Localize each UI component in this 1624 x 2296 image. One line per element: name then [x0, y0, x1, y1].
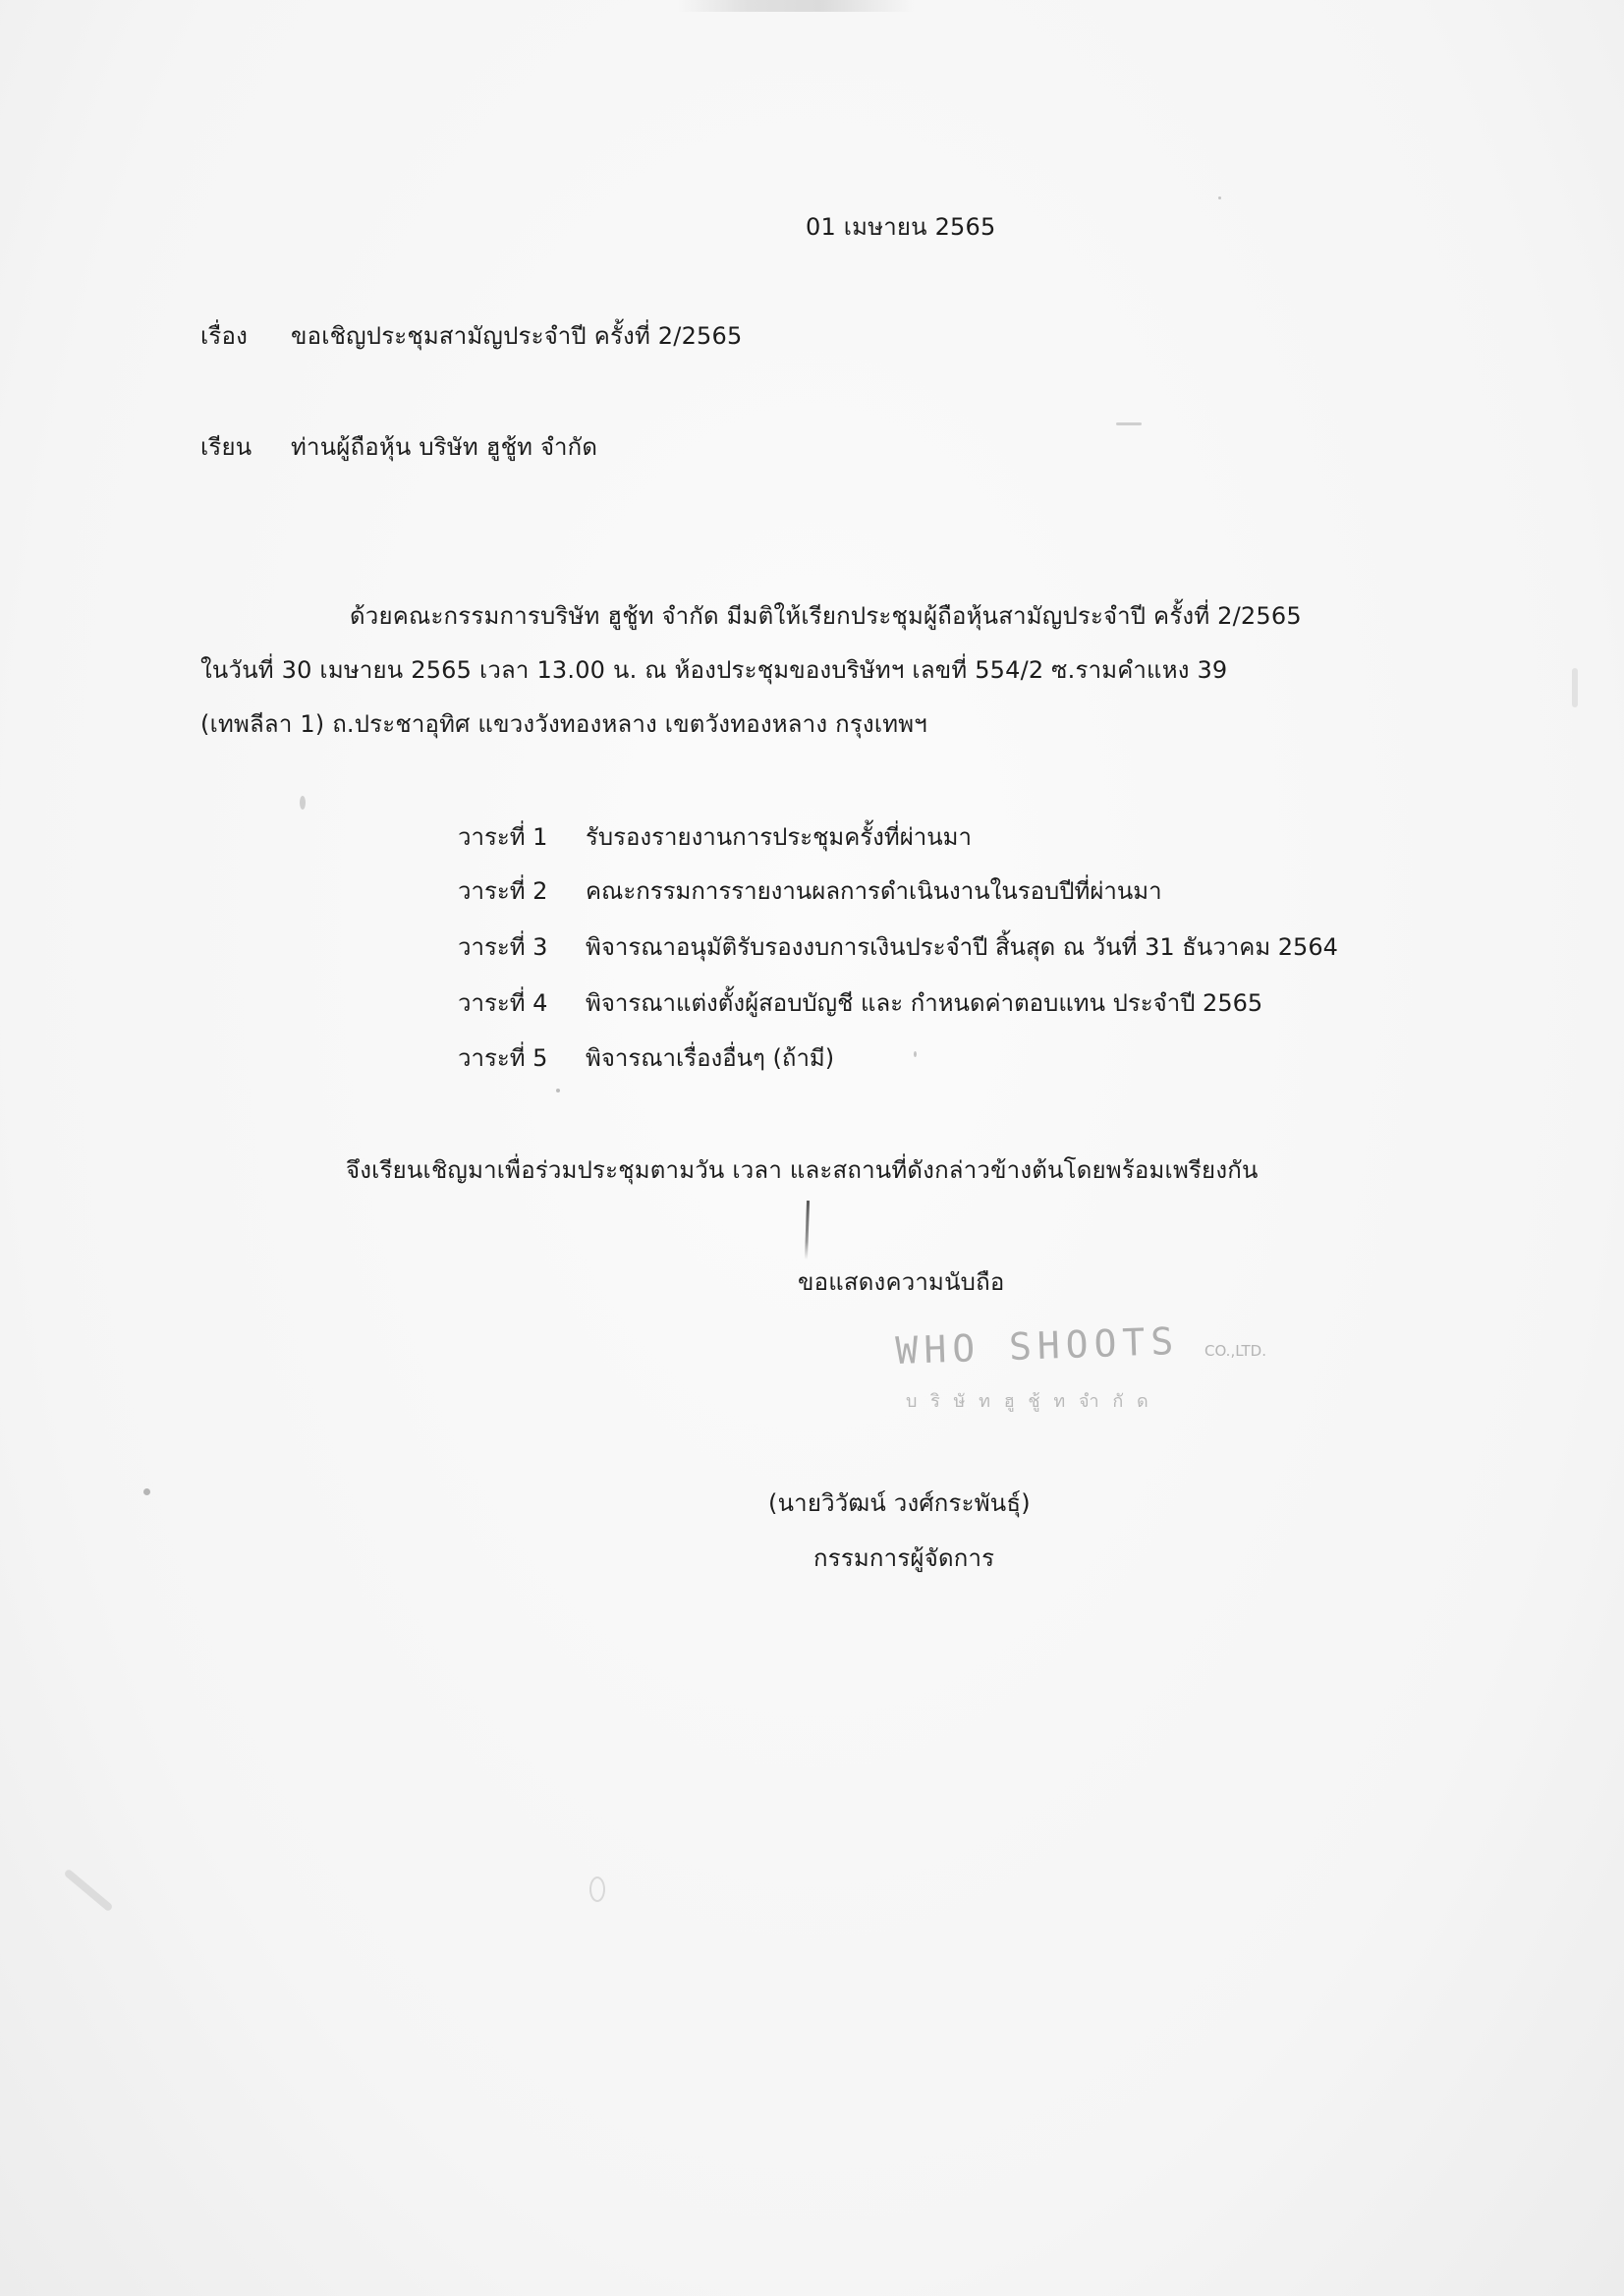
scan-speck: [589, 1876, 605, 1902]
scan-speck: [556, 1089, 560, 1092]
agenda-item-text: คณะกรรมการรายงานผลการดำเนินงานในรอบปีที่ผ่านมา: [586, 877, 1162, 905]
agenda-item-text: รับรองรายงานการประชุมครั้งที่ผ่านมา: [586, 823, 972, 851]
stamp-line-1: WHO SHOOTS: [894, 1318, 1180, 1372]
body-line-3: (เทพลีลา 1) ถ.ประชาอุทิศ แขวงวังทองหลาง เขตวังทองหลาง กรุงเทพฯ: [200, 710, 927, 738]
scan-speck: [1116, 422, 1142, 425]
stamp-line-2: บ ริ ษั ท ฮู ชู้ ท จำ กั ด: [906, 1391, 1152, 1412]
scan-speck: [143, 1488, 150, 1495]
recipient-label: เรียน: [200, 433, 252, 461]
recipient-text: ท่านผู้ถือหุ้น บริษัท ฮูชู้ท จำกัด: [291, 433, 598, 461]
agenda-item-label: วาระที่ 2: [458, 877, 548, 905]
scan-speck: [1218, 196, 1221, 199]
agenda-item-label: วาระที่ 5: [458, 1044, 548, 1072]
body-line-2: ในวันที่ 30 เมษายน 2565 เวลา 13.00 น. ณ ห้องประชุมของบริษัทฯ เลขที่ 554/2 ซ.รามคำแหง 39: [200, 656, 1228, 684]
signer-name: (นายวิวัฒน์ วงศ์กระพันธุ์): [768, 1489, 1031, 1517]
signer-title: กรรมการผู้จัดการ: [813, 1544, 995, 1572]
stamp-suffix: CO.,LTD.: [1204, 1342, 1266, 1360]
agenda-item-label: วาระที่ 4: [458, 989, 548, 1017]
scan-speck: [63, 1869, 113, 1913]
body-line-1: ด้วยคณะกรรมการบริษัท ฮูชู้ท จำกัด มีมติให้เรียกประชุมผู้ถือหุ้นสามัญประจำปี ครั้งที่ 2/2565: [350, 602, 1302, 630]
signature-mark: [805, 1201, 810, 1260]
agenda-item-label: วาระที่ 1: [458, 823, 548, 851]
agenda-item-label: วาระที่ 3: [458, 933, 548, 961]
scan-speck: [300, 796, 306, 810]
agenda-item-text: พิจารณาอนุมัติรับรองงบการเงินประจำปี สิ้นสุด ณ วันที่ 31 ธันวาคม 2564: [586, 933, 1338, 961]
scan-smudge: [678, 0, 914, 12]
subject-text: ขอเชิญประชุมสามัญประจำปี ครั้งที่ 2/2565: [291, 322, 743, 350]
agenda-item-text: พิจารณาเรื่องอื่นๆ (ถ้ามี): [586, 1044, 835, 1072]
agenda-item-text: พิจารณาแต่งตั้งผู้สอบบัญชี และ กำหนดค่าตอบแทน ประจำปี 2565: [586, 989, 1263, 1017]
scan-speck: [914, 1051, 917, 1057]
regards-text: ขอแสดงความนับถือ: [798, 1268, 1005, 1296]
scan-speck: [1572, 668, 1578, 707]
subject-label: เรื่อง: [200, 322, 249, 350]
company-stamp: [890, 1316, 1303, 1425]
closing-sentence: จึงเรียนเชิญมาเพื่อร่วมประชุมตามวัน เวลา และสถานที่ดังกล่าวข้างต้นโดยพร้อมเพรียงกัน: [346, 1156, 1259, 1184]
letter-date: 01 เมษายน 2565: [806, 213, 996, 241]
